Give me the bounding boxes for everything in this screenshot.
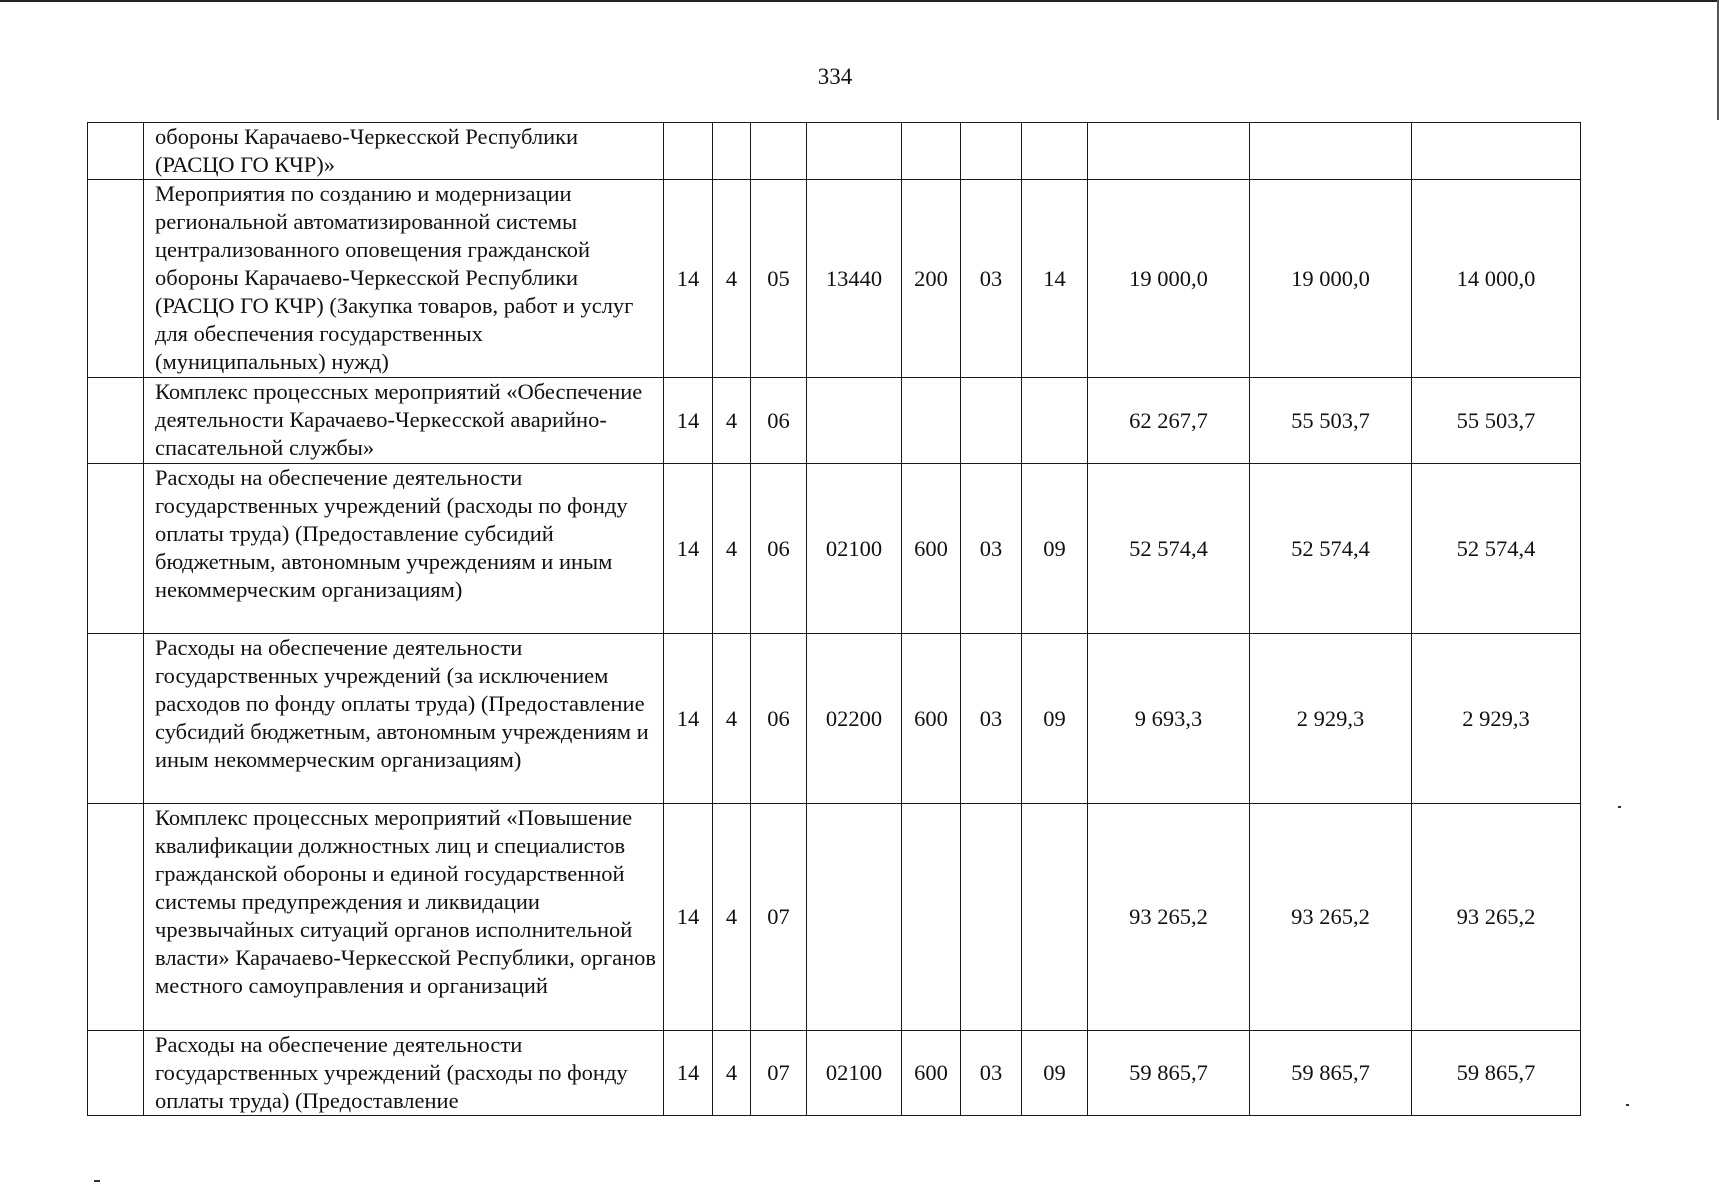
amount-cell: 2 929,3 — [1412, 634, 1581, 804]
code-cell: 4 — [713, 180, 751, 378]
code-cell: 06 — [751, 464, 807, 634]
code-cell: 09 — [1022, 634, 1088, 804]
page-number: 334 — [817, 64, 853, 89]
amount-cell: 93 265,2 — [1250, 804, 1412, 1031]
code-cell: 03 — [961, 180, 1022, 378]
code-cell: 06 — [751, 634, 807, 804]
code-cell — [807, 378, 902, 464]
amount-cell: 59 865,7 — [1412, 1031, 1581, 1116]
amount-cell: 19 000,0 — [1250, 180, 1412, 378]
code-cell: 09 — [1022, 464, 1088, 634]
amount-cell — [1250, 123, 1412, 180]
amount-cell: 59 865,7 — [1250, 1031, 1412, 1116]
code-cell: 14 — [1022, 180, 1088, 378]
row-number-cell — [88, 1031, 144, 1116]
row-name: Расходы на обеспечение деятельности государственных учреждений (расходы по фонду оплаты труда) (Предоставление — [144, 1031, 664, 1116]
amount-cell: 9 693,3 — [1088, 634, 1250, 804]
table-row — [88, 634, 1581, 804]
scan-speck — [1626, 1104, 1629, 1106]
code-cell — [751, 123, 807, 180]
code-cell — [1022, 123, 1088, 180]
code-cell: 600 — [902, 464, 961, 634]
code-cell — [902, 804, 961, 1031]
amount-cell — [1088, 123, 1250, 180]
code-cell: 03 — [961, 464, 1022, 634]
row-number-cell — [88, 464, 144, 634]
code-cell: 14 — [664, 378, 713, 464]
table-row — [88, 1031, 1581, 1116]
amount-cell: 19 000,0 — [1088, 180, 1250, 378]
code-cell: 09 — [1022, 1031, 1088, 1116]
amount-cell: 55 503,7 — [1250, 378, 1412, 464]
code-cell: 05 — [751, 180, 807, 378]
code-cell — [902, 378, 961, 464]
amount-cell — [1412, 123, 1581, 180]
amount-cell: 14 000,0 — [1412, 180, 1581, 378]
code-cell — [902, 123, 961, 180]
row-name: Мероприятия по созданию и модернизации региональной автоматизированной системы централизованного оповещения гражданской обороны Карачаево-Черкесской Республики (РАСЦО ГО КЧР) (Закупка товаров, работ и услуг для обеспечения государственных (муниципальных) нужд) — [144, 180, 664, 378]
code-cell — [961, 123, 1022, 180]
row-number-cell — [88, 804, 144, 1031]
code-cell — [713, 123, 751, 180]
code-cell: 14 — [664, 464, 713, 634]
amount-cell: 2 929,3 — [1250, 634, 1412, 804]
row-number-cell — [88, 180, 144, 378]
code-cell: 4 — [713, 1031, 751, 1116]
table-row — [88, 180, 1581, 378]
scan-speck — [1618, 806, 1621, 808]
code-cell — [807, 123, 902, 180]
budget-table — [87, 122, 1581, 1116]
code-cell — [961, 804, 1022, 1031]
code-cell: 02100 — [807, 464, 902, 634]
code-cell: 07 — [751, 1031, 807, 1116]
code-cell: 4 — [713, 804, 751, 1031]
code-cell: 02100 — [807, 1031, 902, 1116]
table-row — [88, 378, 1581, 464]
amount-cell: 52 574,4 — [1088, 464, 1250, 634]
code-cell — [1022, 378, 1088, 464]
code-cell: 03 — [961, 634, 1022, 804]
code-cell: 4 — [713, 378, 751, 464]
code-cell: 4 — [713, 634, 751, 804]
code-cell: 14 — [664, 634, 713, 804]
code-cell: 600 — [902, 634, 961, 804]
amount-cell: 62 267,7 — [1088, 378, 1250, 464]
amount-cell: 55 503,7 — [1412, 378, 1581, 464]
code-cell — [1022, 804, 1088, 1031]
row-number-cell — [88, 634, 144, 804]
amount-cell: 93 265,2 — [1088, 804, 1250, 1031]
code-cell: 03 — [961, 1031, 1022, 1116]
row-name: Расходы на обеспечение деятельности государственных учреждений (за исключением расходов по фонду оплаты труда) (Предоставление субсидий бюджетным, автономным учреждениям и иным некоммерческим организациям) — [144, 634, 664, 804]
row-name: Расходы на обеспечение деятельности государственных учреждений (расходы по фонду оплаты труда) (Предоставление субсидий бюджетным, автономным учреждениям и иным некоммерческим организациям) — [144, 464, 664, 634]
row-name: Комплекс процессных мероприятий «Повышение квалификации должностных лиц и специалистов гражданской обороны и единой государственной системы предупреждения и ликвидации чрезвычайных ситуаций органов исполнительной власти» Карачаево-Черкесской Республики, органов местного самоуправления и организаций — [144, 804, 664, 1031]
row-name: Комплекс процессных мероприятий «Обеспечение деятельности Карачаево-Черкесской аварийно-спасательной службы» — [144, 378, 664, 464]
code-cell: 600 — [902, 1031, 961, 1116]
row-number-cell — [88, 123, 144, 180]
code-cell: 14 — [664, 1031, 713, 1116]
code-cell: 14 — [664, 804, 713, 1031]
code-cell — [961, 378, 1022, 464]
code-cell: 07 — [751, 804, 807, 1031]
code-cell: 14 — [664, 180, 713, 378]
table-row — [88, 464, 1581, 634]
code-cell: 4 — [713, 464, 751, 634]
scan-speck — [94, 1180, 100, 1182]
amount-cell: 59 865,7 — [1088, 1031, 1250, 1116]
amount-cell: 93 265,2 — [1412, 804, 1581, 1031]
row-name: обороны Карачаево-Черкесской Республики (РАСЦО ГО КЧР)» — [144, 123, 664, 180]
code-cell: 13440 — [807, 180, 902, 378]
table-row — [88, 123, 1581, 180]
code-cell — [664, 123, 713, 180]
code-cell: 200 — [902, 180, 961, 378]
amount-cell: 52 574,4 — [1412, 464, 1581, 634]
code-cell: 02200 — [807, 634, 902, 804]
row-number-cell — [88, 378, 144, 464]
amount-cell: 52 574,4 — [1250, 464, 1412, 634]
scan-border-top — [0, 0, 1719, 2]
code-cell — [807, 804, 902, 1031]
table-row — [88, 804, 1581, 1031]
code-cell: 06 — [751, 378, 807, 464]
